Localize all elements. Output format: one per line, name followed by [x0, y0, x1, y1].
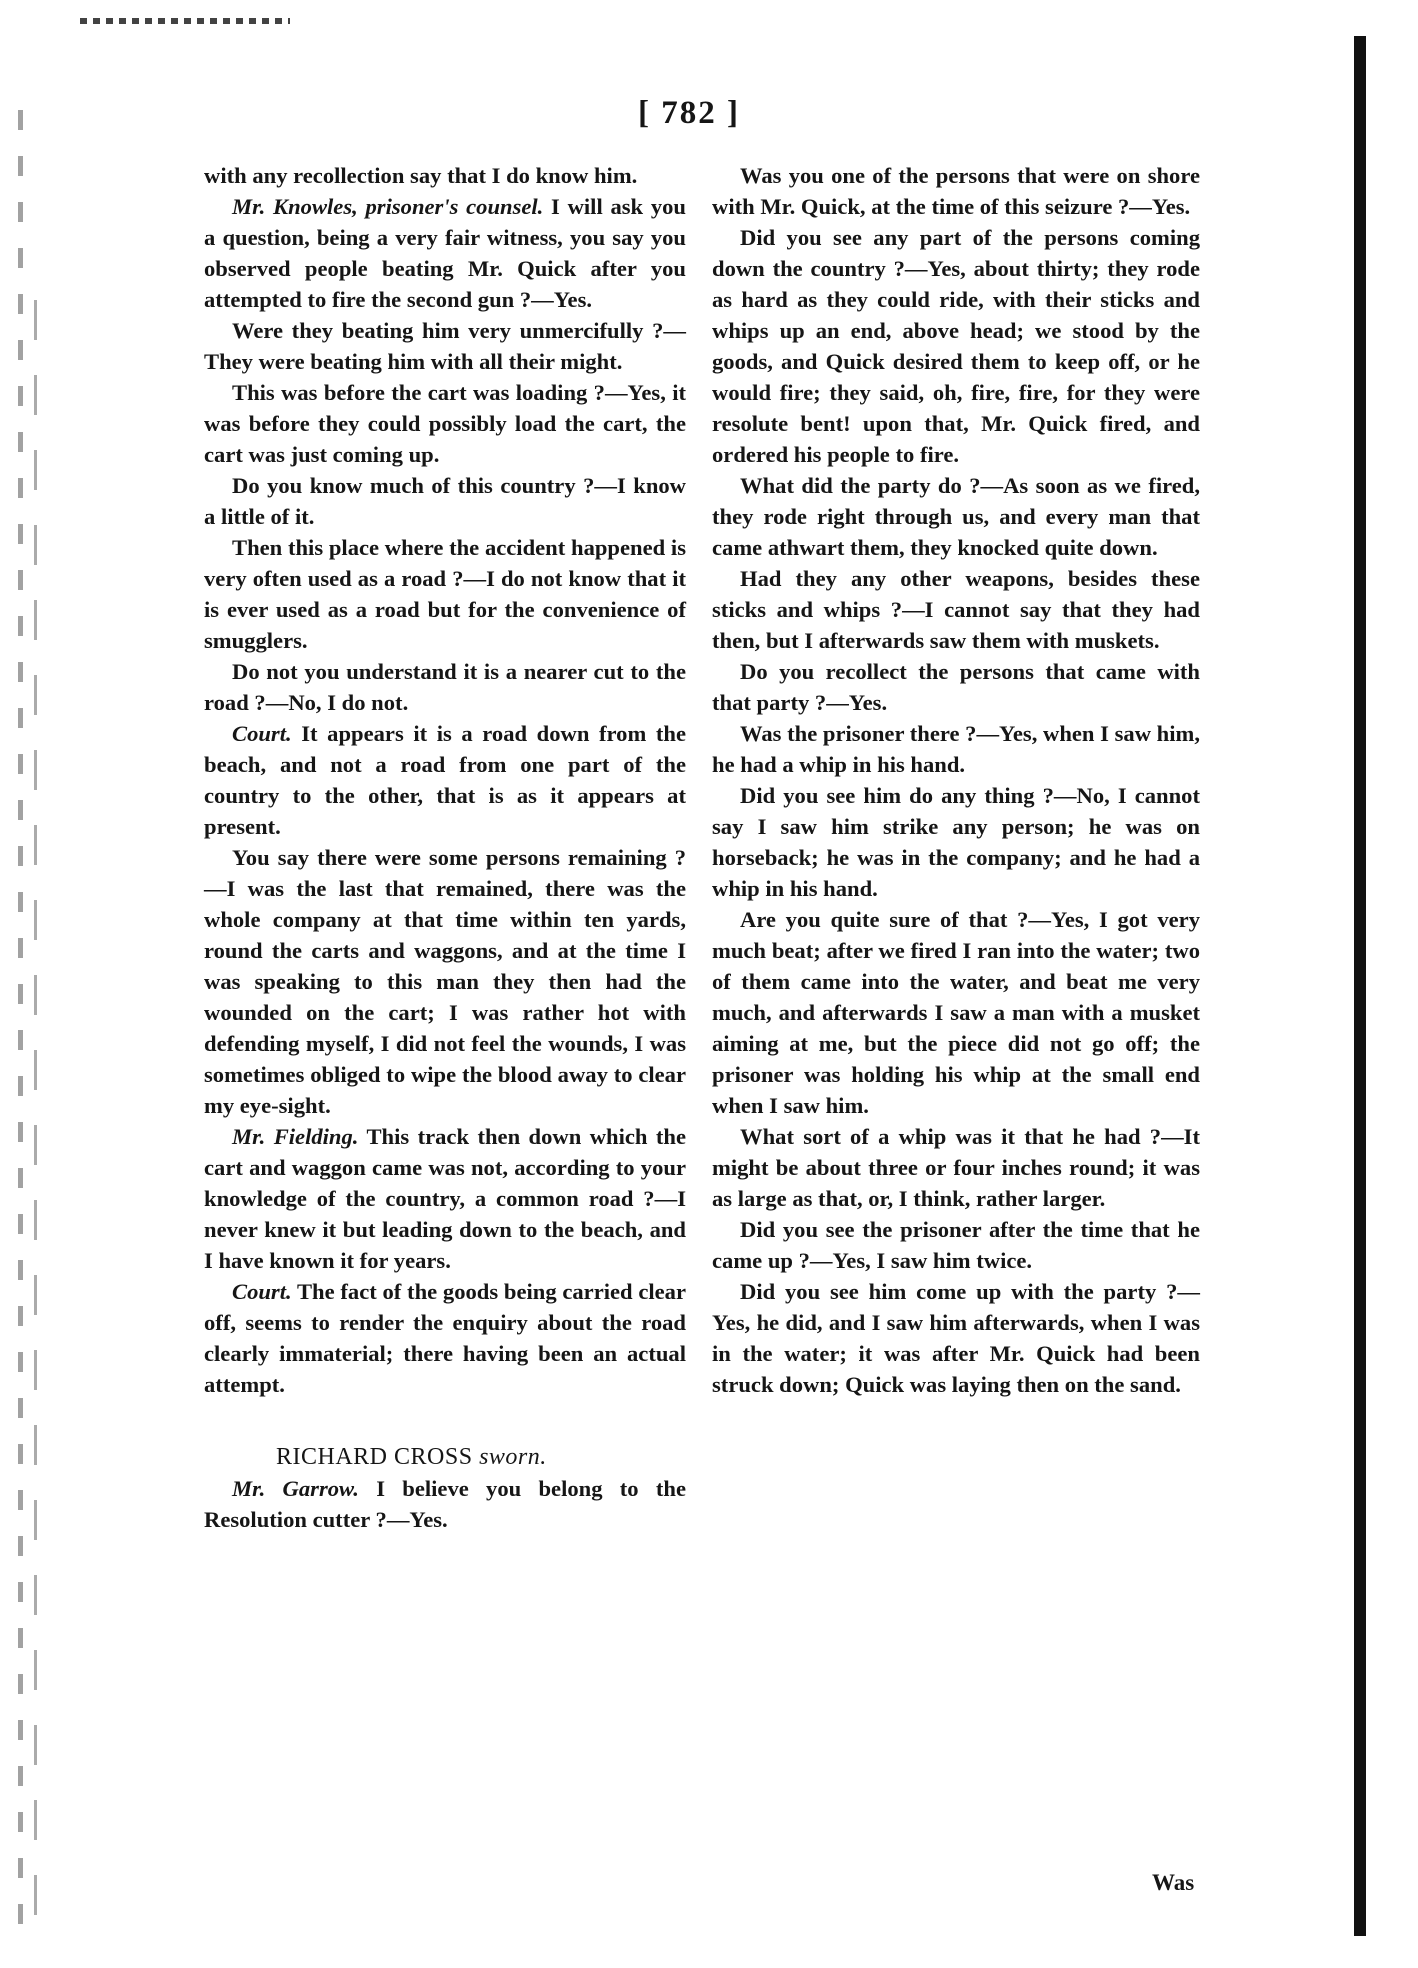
speaker-label: Court.: [232, 721, 292, 746]
paragraph: Do not you understand it is a nearer cut to the road ?—No, I do not.: [204, 659, 686, 715]
witness-heading: [204, 1442, 686, 1473]
paragraph: Had they any other weapons, besides these sticks and whips ?—I cannot say that they had then, but I afterwards saw them with muskets.: [712, 566, 1200, 653]
paragraph: Do you recollect the persons that came with that party ?—Yes.: [712, 659, 1200, 715]
paragraph: Court. It appears it is a road down from the beach, and not a road from one part of the country to the other, that is as it appears at present.: [204, 721, 686, 839]
speaker-label: Court.: [232, 1279, 292, 1304]
witness-name: RICHARD CROSS: [276, 1444, 473, 1470]
paragraph: Mr. Knowles, prisoner's counsel. I will ask you a question, being a very fair witness, you say you observed people beating Mr. Quick after you attempted to fire the second gun ?—Yes.: [204, 194, 686, 312]
paragraph: Did you see him do any thing ?—No, I cannot say I saw him strike any person; he was on horseback; he was in the company; and he had a whip in his hand.: [712, 783, 1200, 901]
paragraph: with any recollection say that I do know him.: [204, 163, 638, 188]
paragraph: Do you know much of this country ?—I know a little of it.: [204, 473, 686, 529]
paragraph: Was the prisoner there ?—Yes, when I saw him, he had a whip in his hand.: [712, 721, 1200, 777]
scan-edge-mark: [80, 18, 290, 24]
paragraph: Did you see him come up with the party ?—Yes, he did, and I saw him afterwards, when I was in the water; it was after Mr. Quick had been struck down; Quick was laying then on the sand.: [712, 1279, 1200, 1397]
paragraph: This was before the cart was loading ?—Yes, it was before they could possibly load the cart, the cart was just coming up.: [204, 380, 686, 467]
sworn-label: sworn.: [479, 1444, 547, 1470]
paragraph: Did you see any part of the persons coming down the country ?—Yes, about thirty; they rode as hard as they could ride, with their sticks and whips up an end, above head; we stood by the goods, and Quick desired them to keep off, or he would fire; they said, oh, fire, fire, for they were resolute bent! upon that, Mr. Quick fired, and ordered his people to fire.: [712, 225, 1200, 467]
speaker-label: Mr. Fielding.: [232, 1124, 359, 1149]
page-number: [ 782 ]: [638, 95, 740, 131]
left-column: [204, 160, 686, 1535]
binding-edge: [1354, 36, 1366, 1936]
paragraph: Were they beating him very unmercifully ?—They were beating him with all their might.: [204, 318, 686, 374]
paragraph: Then this place where the accident happened is very often used as a road ?—I do not know that it is ever used as a road but for the convenience of smugglers.: [204, 535, 686, 653]
catchword: Was: [1152, 1870, 1195, 1895]
speaker-label: Mr. Garrow.: [232, 1476, 359, 1501]
right-column: [712, 160, 1200, 1400]
paragraph: What did the party do ?—As soon as we fired, they rode right through us, and every man that came athwart them, they knocked quite down.: [712, 473, 1200, 560]
paragraph: You say there were some persons remaining ?—I was the last that remained, there was the whole company at that time within ten yards, round the carts and waggons, and at the time I was speaking to this man they then had the wounded on the cart; I was rather hot with defending myself, I did not feel the wounds, I was sometimes obliged to wipe the blood away to clear my eye-sight.: [204, 845, 686, 1118]
paragraph: Was you one of the persons that were on shore with Mr. Quick, at the time of this seizure ?—Yes.: [712, 163, 1200, 219]
paragraph: Mr. Garrow. I believe you belong to the Resolution cutter ?—Yes.: [204, 1476, 686, 1532]
scan-margin-left-inner: [34, 300, 37, 1940]
paragraph: Did you see the prisoner after the time that he came up ?—Yes, I saw him twice.: [712, 1217, 1200, 1273]
speaker-label: Mr. Knowles, prisoner's counsel.: [232, 194, 544, 219]
scan-margin-left: [18, 110, 23, 1930]
paragraph: Are you quite sure of that ?—Yes, I got very much beat; after we fired I ran into the water; two of them came into the water, and beat me very much, and afterwards I saw a man with a musket aiming at me, but the piece did not go off; the prisoner was holding his whip at the small end when I saw him.: [712, 907, 1200, 1118]
paragraph: Mr. Fielding. This track then down which the cart and waggon came was not, according to your knowledge of the country, a common road ?—I never knew it but leading down to the beach, and I have known it for years.: [204, 1124, 687, 1273]
paragraph: Court. The fact of the goods being carried clear off, seems to render the enquiry about the road clearly immaterial; there having been an actual attempt.: [204, 1279, 686, 1397]
paragraph: What sort of a whip was it that he had ?—It might be about three or four inches round; it was as large as that, or, I think, rather larger.: [712, 1124, 1200, 1211]
